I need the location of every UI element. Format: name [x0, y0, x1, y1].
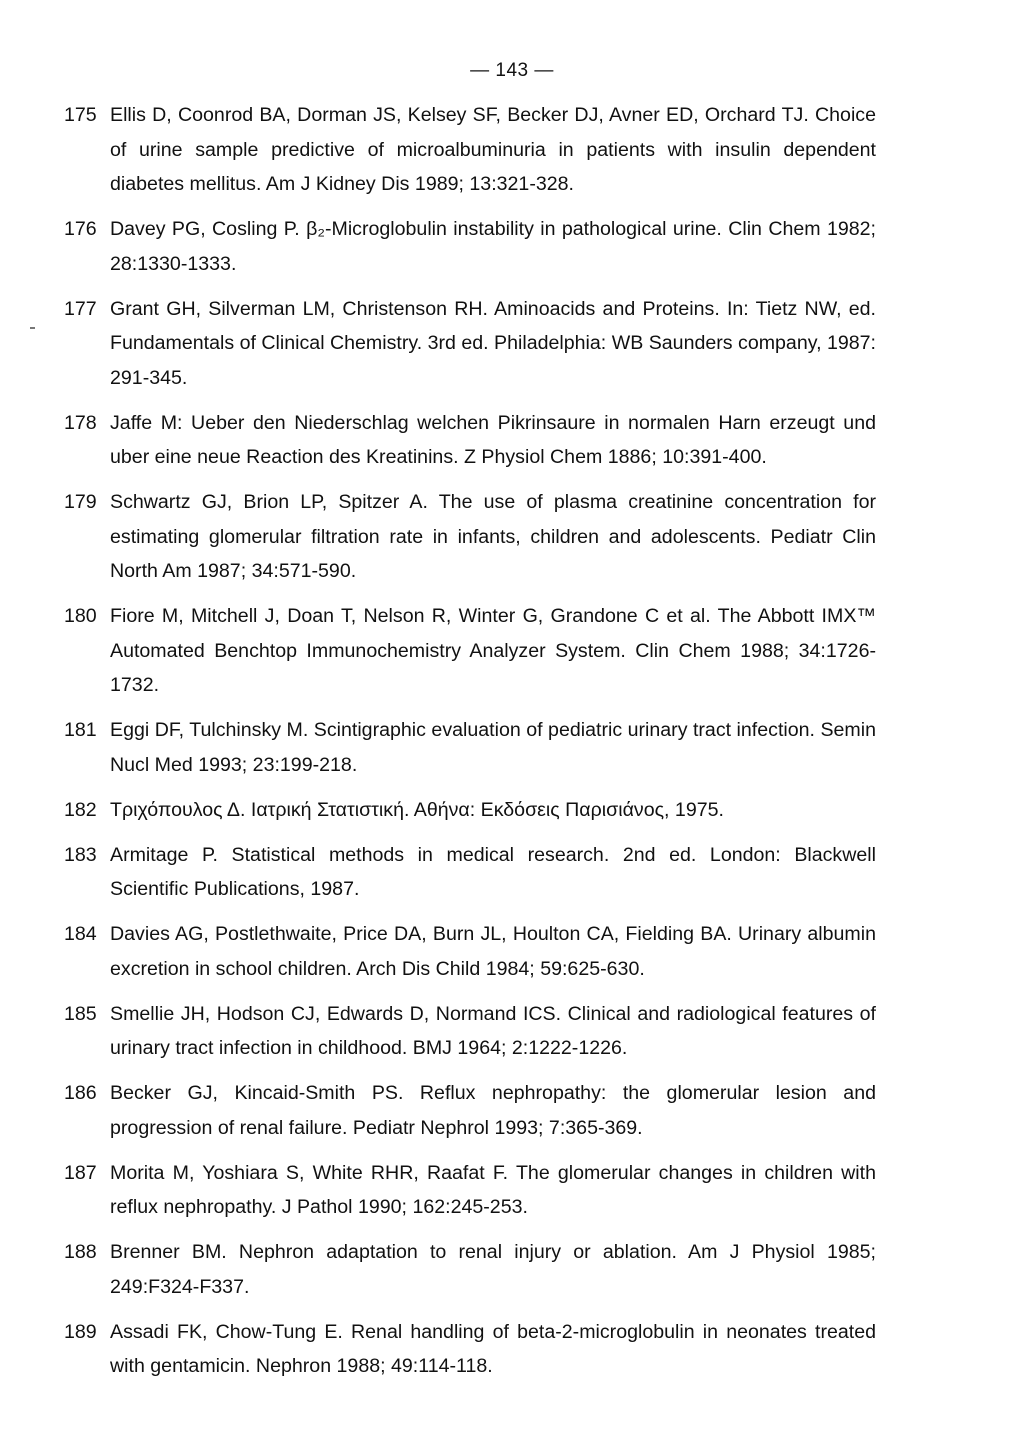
- reference-text: Morita M, Yoshiara S, White RHR, Raafat F. The glomerular changes in children with reflux nephropathy. J Pathol 1990; 162:245-253.: [110, 1161, 876, 1218]
- reference-text: Fiore M, Mitchell J, Doan T, Nelson R, Winter G, Grandone C et al. The Abbott IMX™ Automated Benchtop Immunochemistry Analyzer System. Clin Chem 1988; 34:1726-1732.: [110, 605, 876, 696]
- reference-item: [64, 793, 876, 828]
- reference-item: [64, 292, 876, 396]
- reference-number: 185: [64, 1002, 97, 1025]
- reference-number: 182: [64, 798, 97, 821]
- reference-list: [64, 98, 876, 1394]
- reference-text: Grant GH, Silverman LM, Christenson RH. Aminoacids and Proteins. In: Tietz NW, ed. Fundamentals of Clinical Chemistry. 3rd ed. Philadelphia: WB Saunders company, 1987: 291-345.: [110, 297, 876, 389]
- reference-number: 187: [64, 1161, 97, 1184]
- reference-text: Eggi DF, Tulchinsky M. Scintigraphic evaluation of pediatric urinary tract infection. Semin Nucl Med 1993; 23:199-218.: [110, 719, 876, 776]
- reference-number: 179: [64, 491, 97, 513]
- reference-item: [64, 997, 876, 1066]
- reference-number: 184: [64, 923, 97, 945]
- reference-item: [64, 599, 876, 703]
- reference-text: Τριχόπουλος Δ. Ιατρική Στατιστική. Αθήνα: Εκδόσεις Παρισιάνος, 1975.: [110, 798, 724, 821]
- reference-item: [64, 406, 876, 475]
- reference-item: [64, 1076, 876, 1145]
- reference-text: Davies AG, Postlethwaite, Price DA, Burn JL, Houlton CA, Fielding BA. Urinary albumin excretion in school children. Arch Dis Child 1984; 59:625-630.: [110, 923, 876, 980]
- reference-text: Becker GJ, Kincaid-Smith PS. Reflux nephropathy: the glomerular lesion and progression of renal failure. Pediatr Nephrol 1993; 7:365-369.: [110, 1082, 876, 1139]
- reference-item: [64, 485, 876, 589]
- reference-number: 186: [64, 1082, 97, 1104]
- reference-text: Smellie JH, Hodson CJ, Edwards D, Normand ICS. Clinical and radiological features of urinary tract infection in childhood. BMJ 1964; 2:1222-1226.: [110, 1002, 876, 1059]
- page-number: — 143 —: [470, 60, 554, 81]
- reference-number: 178: [64, 411, 97, 434]
- reference-number: 189: [64, 1320, 97, 1343]
- reference-number: 180: [64, 605, 97, 627]
- reference-number: 183: [64, 843, 97, 866]
- reference-text: Schwartz GJ, Brion LP, Spitzer A. The use of plasma creatinine concentration for estimating glomerular filtration rate in infants, children and adolescents. Pediatr Clin North Am 1987; 34:571-590.: [110, 491, 876, 582]
- reference-number: 175: [64, 104, 97, 126]
- reference-item: [64, 838, 876, 907]
- reference-item: [64, 98, 876, 202]
- reference-text: Assadi FK, Chow-Tung E. Renal handling of beta-2-microglobulin in neonates treated with gentamicin. Nephron 1988; 49:114-118.: [110, 1320, 876, 1377]
- reference-number: 181: [64, 719, 97, 741]
- reference-number: 188: [64, 1241, 97, 1263]
- reference-item: [64, 1315, 876, 1384]
- margin-mark: [30, 327, 35, 329]
- reference-text: Davey PG, Cosling P. β₂-Microglobulin instability in pathological urine. Clin Chem 1982; 28:1330-1333.: [110, 218, 876, 275]
- reference-item: [64, 212, 876, 281]
- reference-text: Armitage P. Statistical methods in medical research. 2nd ed. London: Blackwell Scientific Publications, 1987.: [110, 843, 876, 900]
- reference-item: [64, 1235, 876, 1304]
- reference-text: Jaffe M: Ueber den Niederschlag welchen Pikrinsaure in normalen Harn erzeugt und uber eine neue Reaction des Kreatinins. Z Physiol Chem 1886; 10:391-400.: [110, 411, 876, 468]
- reference-number: 177: [64, 297, 97, 320]
- reference-item: [64, 1156, 876, 1225]
- reference-text: Brenner BM. Nephron adaptation to renal injury or ablation. Am J Physiol 1985; 249:F324-F337.: [110, 1241, 876, 1298]
- reference-item: [64, 917, 876, 986]
- reference-item: [64, 713, 876, 782]
- reference-number: 176: [64, 218, 97, 240]
- reference-text: Ellis D, Coonrod BA, Dorman JS, Kelsey SF, Becker DJ, Avner ED, Orchard TJ. Choice of urine sample predictive of microalbuminuria in patients with insulin dependent diabetes mellitus. Am J Kidney Dis 1989; 13:321-328.: [110, 104, 876, 195]
